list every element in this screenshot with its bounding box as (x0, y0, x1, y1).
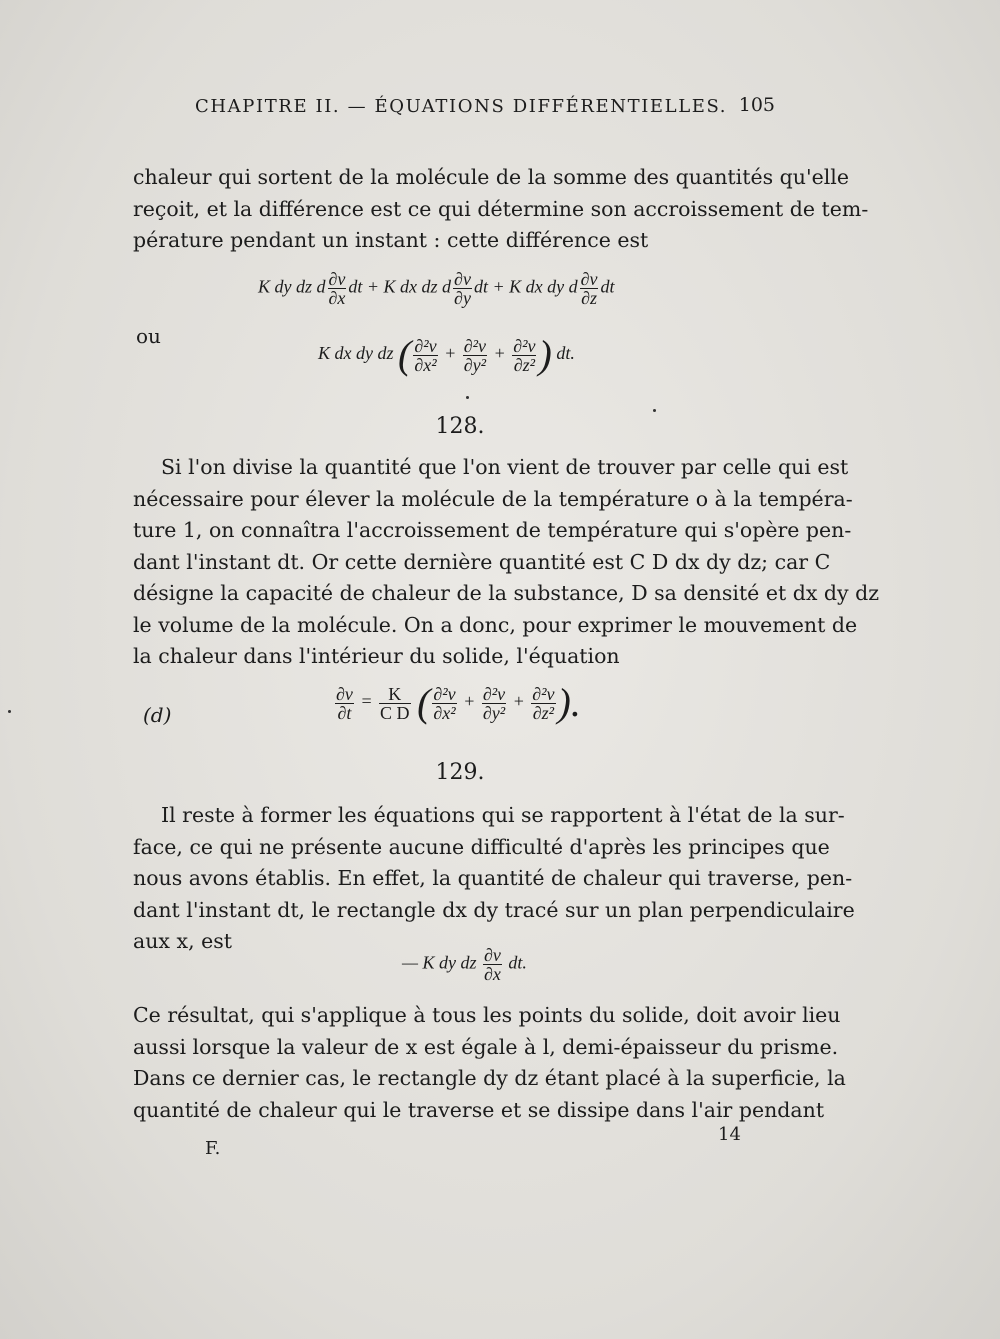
equation-d: $\frac{\partial v}{\partial t}$ = $\frac{K}{\text{C D}}$ ( $\frac{\text{∂²v}}{\text{∂x²}}$ + $\frac{\text{∂²v}}{\text{∂y²}}$ + $\frac{\text{∂²v}}{\text{∂z²}}$ ). (336, 680, 581, 725)
paragraph-3 (133, 800, 855, 958)
fraction: $\frac{\text{∂²v}}{\text{∂z²}}$ (532, 683, 555, 723)
fraction: $\frac{\text{∂²v}}{\text{∂y²}}$ (463, 335, 487, 375)
text-line: chaleur qui sortent de la molécule de la somme des quantités qu'elle (133, 165, 849, 189)
text-line: Il reste à former les équations qui se rapportent à l'état de la sur- (161, 803, 845, 827)
ink-speck (653, 409, 656, 412)
fraction: $\frac{\text{∂²v}}{\text{∂x²}}$ (433, 683, 456, 723)
eq-term: dt (600, 276, 615, 297)
fraction: $\frac{\partial v}{\partial x}$ (328, 269, 346, 308)
page-number: 105 (738, 94, 775, 116)
fraction: $\frac{\partial v}{\partial z}$ (580, 269, 598, 308)
text-line: Dans ce dernier cas, le rectangle dy dz étant placé à la superficie, la (133, 1066, 846, 1090)
text-line: dant l'instant dt, le rectangle dx dy tracé sur un plan perpendiculaire (133, 897, 855, 922)
ou-label: ou (136, 324, 161, 348)
fraction: $\frac{\partial v}{\partial t}$ (336, 683, 353, 723)
section-number-129: 129. (435, 760, 485, 785)
text-line: Ce résultat, qui s'applique à tous les points du solide, doit avoir lieu (133, 1003, 841, 1027)
text-line: aux x, est (133, 929, 232, 953)
text-line: dant l'instant dt. Or cette dernière quantité est C D dx dy dz; car C (133, 549, 831, 574)
ink-speck (8, 710, 11, 713)
running-title: CHAPITRE II. — ÉQUATIONS DIFFÉRENTIELLES. (195, 96, 728, 117)
text-line: le volume de la molécule. On a donc, pour exprimer le mouvement de (133, 612, 858, 637)
equation-1 (258, 270, 614, 307)
paragraph-4 (133, 1000, 846, 1126)
text-line: aussi lorsque la valeur de x est égale à l, demi-épaisseur du prisme. (133, 1034, 839, 1059)
text-line: reçoit, et la différence est ce qui détermine son accroissement de tem- (133, 196, 869, 221)
eq-term: dt + K dx dz d (348, 276, 452, 297)
ink-speck (466, 396, 469, 399)
sheet-number: 14 (718, 1124, 741, 1145)
fraction: $\frac{K}{\text{C D}}$ (380, 683, 410, 723)
running-header (195, 96, 775, 117)
signature-mark: F. (205, 1138, 221, 1159)
eq-term: K dy dz d (258, 276, 326, 297)
text-line: nous avons établis. En effet, la quantité de chaleur qui traverse, pen- (133, 866, 853, 890)
fraction: $\frac{\partial v}{\partial y}$ (454, 269, 471, 308)
text-line: Si l'on divise la quantité que l'on vient de trouver par celle qui est (161, 455, 849, 479)
eq-term: K dx dy dz (318, 343, 394, 364)
text-line: pérature pendant un instant : cette différence est (133, 228, 649, 252)
paragraph-2 (133, 452, 880, 673)
section-number-128: 128. (435, 414, 485, 439)
fraction: $\frac{\text{∂²v}}{\text{∂z²}}$ (513, 335, 536, 375)
text-line: la chaleur dans l'intérieur du solide, l'équation (133, 644, 620, 668)
equation-label-d: (d) (143, 703, 172, 727)
equation-3: — K dy dz $\frac{\partial v}{\partial x}$ dt. (402, 945, 527, 984)
text-line: nécessaire pour élever la molécule de la température o à la tempéra- (133, 486, 853, 511)
text-line: désigne la capacité de chaleur de la substance, D sa densité et dx dy dz (133, 581, 880, 605)
fraction: $\frac{\text{∂²v}}{\text{∂x²}}$ (414, 335, 437, 375)
eq-term: — K dy dz (402, 952, 477, 973)
text-line: quantité de chaleur qui le traverse et se dissipe dans l'air pendant (133, 1097, 825, 1122)
text-line: face, ce qui ne présente aucune difficulté d'après les principes que (133, 834, 830, 859)
eq-term: dt + K dx dy d (473, 276, 578, 297)
text-line: ture 1, on connaîtra l'accroissement de température qui s'opère pen- (133, 518, 852, 542)
fraction: $\frac{\partial v}{\partial x}$ (484, 945, 501, 984)
fraction: $\frac{\text{∂²v}}{\text{∂y²}}$ (482, 683, 506, 723)
equation-2: K dx dy dz ( $\frac{\text{∂²v}}{\text{∂x²}}$ + $\frac{\text{∂²v}}{\text{∂y²}}$ + $\frac{\text{∂²v}}{\text{∂z²}}$ ) dt. (318, 332, 575, 377)
paragraph-1 (133, 162, 869, 257)
